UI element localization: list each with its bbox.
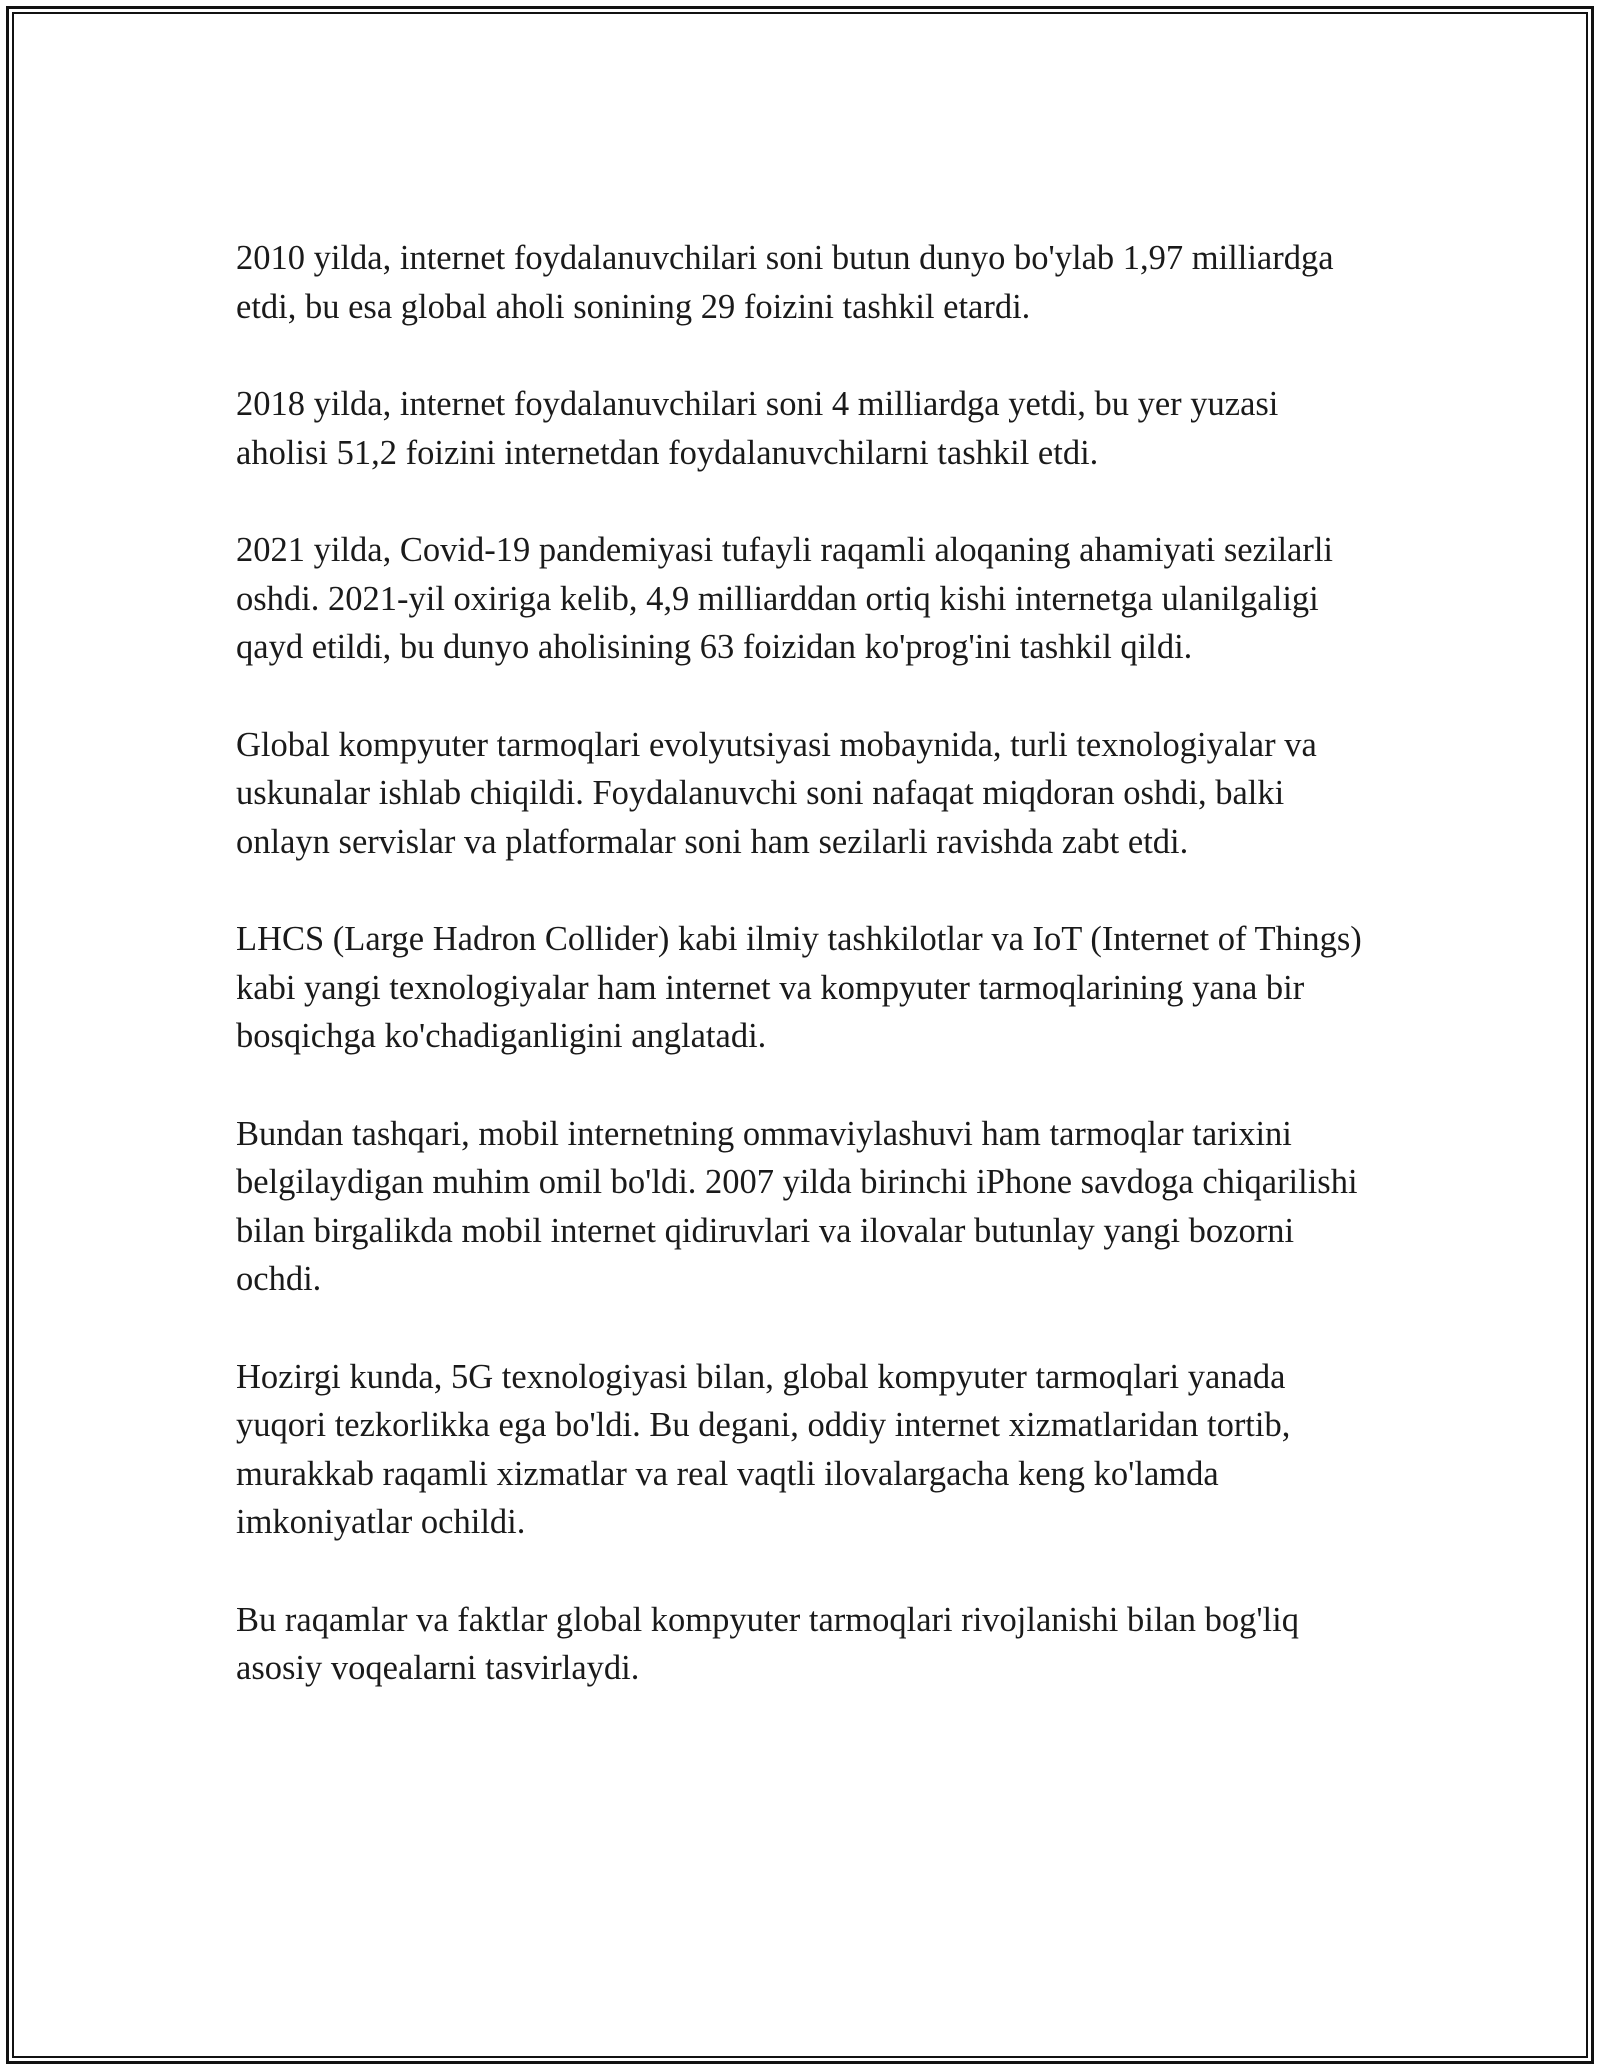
paragraph-mobile-internet: Bundan tashqari, mobil internetning ommaviylashuvi ham tarmoqlar tarixini belgilaydigan muhim omil bo'ldi. 2007 yilda birinchi iPhone savdoga chiqarilishi bilan birgalikda mobil internet qidiruvlari va ilovalar butunlay yangi bozorni ochdi. (236, 1114, 1358, 1298)
paragraph-network-evolution: Global kompyuter tarmoqlari evolyutsiyasi mobaynida, turli texnologiyalar va uskunalar ishlab chiqildi. Foydalanuvchi soni nafaqat miqdoran oshdi, balki onlayn servislar va platformalar soni ham sezilarli ravishda zabt etdi. (236, 725, 1317, 861)
paragraph-covid-2021: 2021 yilda, Covid-19 pandemiyasi tufayli raqamli aloqaning ahamiyati sezilarli oshdi. 2021-yil oxiriga kelib, 4,9 milliarddan ortiq kishi internetga ulanilgaligi qayd etildi, bu dunyo aholisining 63 foizidan ko'prog'ini tashkil qildi. (236, 531, 1334, 666)
paragraph-internet-users-2010: 2010 yilda, internet foydalanuvchilari soni butun dunyo bo'ylab 1,97 milliardga etdi, bu esa global aholi sonining 29 foizini tashkil etardi. (236, 239, 1334, 326)
document-body (236, 234, 1376, 1693)
paragraph-5g: Hozirgi kunda, 5G texnologiyasi bilan, global kompyuter tarmoqlari yanada yuqori tezkorlikka ega bo'ldi. Bu degani, oddiy internet xizmatlaridan tortib, murakkab raqamli xizmatlar va real vaqtli ilovalargacha keng ko'lamda imkoniyatlar ochildi. (236, 1357, 1291, 1541)
paragraph-conclusion: Bu raqamlar va faktlar global kompyuter tarmoqlari rivojlanishi bilan bog'liq asosiy voqealarni tasvirlaydi. (236, 1600, 1299, 1687)
paragraph-lhc-iot: LHCS (Large Hadron Collider) kabi ilmiy tashkilotlar va IoT (Internet of Things) kabi yangi texnologiyalar ham internet va kompyuter tarmoqlarining yana bir bosqichga ko'chadiganligini anglatadi. (236, 920, 1362, 1055)
paragraph-internet-users-2018: 2018 yilda, internet foydalanuvchilari soni 4 milliardga yetdi, bu yer yuzasi aholisi 51,2 foizini internetdan foydalanuvchilarni tashkil etdi. (236, 385, 1279, 472)
